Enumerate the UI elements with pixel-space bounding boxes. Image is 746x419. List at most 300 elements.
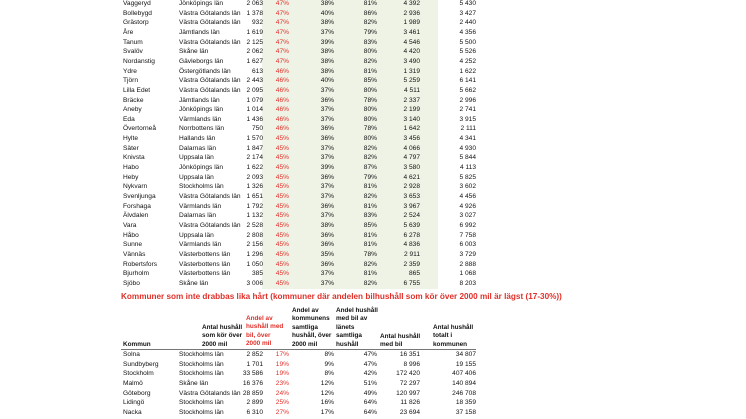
antal-totalt-cell: 4 341	[459, 135, 476, 143]
andel-lan-cell: 80%	[363, 135, 377, 143]
antal-totalt-cell: 5 662	[459, 86, 476, 94]
table-row	[0, 134, 746, 144]
kommun-cell: Vara	[123, 221, 137, 229]
antal-hushall-cell: 6 310	[246, 408, 263, 416]
andel-kommun-cell: 16%	[320, 399, 334, 407]
antal-totalt-cell: 1 622	[459, 67, 476, 75]
andel-lan-cell: 49%	[363, 389, 377, 397]
kommun-cell: Nykvarn	[123, 183, 148, 191]
lan-cell: Jämtlands län	[179, 96, 220, 104]
andel-kommun-cell: 38%	[320, 0, 334, 7]
andel-bil-cell: 45%	[275, 212, 289, 220]
table-row	[0, 0, 746, 9]
lan-cell: Västra Götalands län	[179, 193, 241, 200]
antal-totalt-cell: 3 427	[459, 9, 476, 17]
antal-hushall-cell: 33 586	[242, 370, 263, 378]
antal-hushall-cell: 2 093	[246, 173, 263, 181]
andel-kommun-cell: 38%	[320, 48, 334, 56]
andel-kommun-cell: 36%	[320, 96, 334, 104]
table-row	[0, 202, 746, 212]
antal-totalt-cell: 4 113	[459, 164, 476, 172]
andel-bil-cell: 45%	[275, 202, 289, 210]
kommun-cell: Eda	[123, 115, 135, 123]
andel-bil-cell: 45%	[275, 231, 289, 239]
antal-hushall-cell: 1 651	[246, 193, 263, 200]
antal-bil-cell: 120 997	[396, 389, 420, 397]
lan-cell: Stockholms län	[179, 183, 224, 191]
table-row	[0, 115, 746, 125]
antal-totalt-cell: 4 252	[459, 57, 476, 65]
header-antal-hushall: Antal hushåll som kör över 2000 mil	[202, 324, 243, 348]
andel-lan-cell: 86%	[363, 9, 377, 17]
lan-cell: Västerbottens län	[179, 260, 231, 268]
lan-cell: Norrbottens län	[179, 125, 225, 133]
kommun-cell: Lilla Edet	[123, 86, 151, 94]
header-antal-totalt: Antal hushåll totalt i kommunen	[433, 324, 474, 348]
antal-bil-cell: 4 392	[403, 0, 420, 7]
antal-hushall-cell: 750	[251, 125, 263, 133]
antal-hushall-cell: 1 326	[246, 183, 263, 191]
andel-bil-cell: 46%	[275, 96, 289, 104]
andel-bil-cell: 19%	[275, 370, 289, 378]
table-row	[0, 231, 746, 241]
antal-totalt-cell: 5 844	[459, 154, 476, 162]
antal-bil-cell: 4 066	[403, 144, 420, 152]
antal-hushall-cell: 2 063	[246, 0, 263, 7]
andel-lan-cell: 79%	[363, 173, 377, 181]
andel-lan-cell: 47%	[363, 360, 377, 368]
antal-hushall-cell: 1 701	[246, 360, 263, 368]
table-row	[0, 67, 746, 77]
lan-cell: Jönköpings län	[179, 106, 223, 114]
lan-cell: Stockholms län	[179, 351, 224, 358]
andel-bil-cell: 46%	[275, 86, 289, 94]
antal-totalt-cell: 34 807	[455, 351, 476, 358]
andel-bil-cell: 45%	[275, 193, 289, 200]
table-row	[0, 124, 746, 134]
antal-bil-cell: 4 836	[403, 241, 420, 249]
andel-kommun-cell: 37%	[320, 183, 334, 191]
table-row	[0, 379, 746, 389]
lan-cell: Västra Götalands län	[179, 38, 241, 46]
kommun-cell: Säter	[123, 144, 139, 152]
andel-kommun-cell: 38%	[320, 221, 334, 229]
table-row	[0, 279, 746, 289]
kommun-cell: Göteborg	[123, 389, 151, 397]
antal-hushall-cell: 2 125	[246, 38, 263, 46]
antal-hushall-cell: 1 436	[246, 115, 263, 123]
antal-totalt-cell: 3 602	[459, 183, 476, 191]
lan-cell: Värmlands län	[179, 115, 222, 123]
table-row	[0, 38, 746, 48]
table-row	[0, 9, 746, 19]
andel-bil-cell: 45%	[275, 144, 289, 152]
antal-hushall-cell: 1 132	[246, 212, 263, 220]
lan-cell: Gävleborgs län	[179, 57, 224, 65]
header-kommun: Kommun	[123, 341, 151, 348]
antal-hushall-cell: 28 859	[242, 389, 263, 397]
kommun-cell: Åre	[123, 28, 134, 36]
andel-lan-cell: 47%	[363, 351, 377, 358]
lan-cell: Västra Götalands län	[179, 19, 241, 27]
andel-lan-cell: 83%	[363, 38, 377, 46]
antal-hushall-cell: 932	[251, 19, 263, 27]
antal-bil-cell: 1 642	[403, 125, 420, 133]
antal-hushall-cell: 1 079	[246, 96, 263, 104]
andel-kommun-cell: 38%	[320, 19, 334, 27]
table-row	[0, 408, 746, 418]
andel-lan-cell: 82%	[363, 154, 377, 162]
antal-bil-cell: 4 797	[403, 154, 420, 162]
andel-lan-cell: 78%	[363, 125, 377, 133]
table-row	[0, 47, 746, 57]
andel-kommun-cell: 36%	[320, 173, 334, 181]
andel-bil-cell: 45%	[275, 154, 289, 162]
antal-hushall-cell: 2 062	[246, 48, 263, 56]
kommun-cell: Bjurholm	[123, 270, 150, 278]
andel-bil-cell: 46%	[275, 67, 289, 75]
table-row	[0, 76, 746, 86]
antal-bil-cell: 1 989	[403, 19, 420, 27]
antal-bil-cell: 5 259	[403, 77, 420, 85]
antal-hushall-cell: 1 050	[246, 260, 263, 268]
andel-lan-cell: 85%	[363, 221, 377, 229]
andel-bil-cell: 46%	[275, 115, 289, 123]
table-row	[0, 144, 746, 154]
table-row	[0, 105, 746, 115]
andel-lan-cell: 82%	[363, 57, 377, 65]
lan-cell: Jämtlands län	[179, 28, 220, 36]
table-row	[0, 398, 746, 408]
andel-bil-cell: 47%	[275, 48, 289, 56]
table-row	[0, 182, 746, 192]
antal-totalt-cell: 6 003	[459, 241, 476, 249]
antal-bil-cell: 4 546	[403, 38, 420, 46]
lan-cell: Västerbottens län	[179, 270, 231, 278]
andel-bil-cell: 45%	[275, 270, 289, 278]
antal-bil-cell: 172 420	[396, 370, 420, 378]
kommun-cell: Solna	[123, 351, 140, 358]
andel-kommun-cell: 37%	[320, 270, 334, 278]
header-andel-kommun: Andel av kommunens samtliga hushåll, över 2000 mil	[292, 307, 332, 348]
table-row	[0, 28, 746, 38]
andel-kommun-cell: 36%	[320, 202, 334, 210]
andel-lan-cell: 42%	[363, 370, 377, 378]
section-heading: Kommuner som inte drabbas lika hårt (kommuner där andelen bilhushåll som kör över 2000 mil är lägst (17-30%))	[121, 292, 562, 301]
kommun-cell: Vaggeryd	[123, 0, 151, 7]
antal-totalt-cell: 4 456	[459, 193, 476, 200]
andel-kommun-cell: 38%	[320, 57, 334, 65]
kommun-cell: Habo	[123, 164, 139, 172]
antal-hushall-cell: 2 174	[246, 154, 263, 162]
antal-hushall-cell: 2 899	[246, 399, 263, 407]
andel-kommun-cell: 37%	[320, 106, 334, 114]
table-row	[0, 18, 746, 28]
table-row	[0, 350, 746, 360]
antal-bil-cell: 2 911	[403, 250, 420, 258]
andel-bil-cell: 45%	[275, 260, 289, 268]
andel-lan-cell: 64%	[363, 399, 377, 407]
antal-totalt-cell: 407 406	[452, 370, 476, 378]
andel-bil-cell: 19%	[275, 360, 289, 368]
andel-bil-cell: 17%	[275, 351, 289, 358]
antal-bil-cell: 3 456	[403, 135, 420, 143]
lan-cell: Skåne län	[179, 279, 209, 287]
andel-lan-cell: 80%	[363, 106, 377, 114]
andel-bil-cell: 47%	[275, 38, 289, 46]
andel-kommun-cell: 37%	[320, 86, 334, 94]
header-antal-bil: Antal hushåll med bil	[380, 333, 421, 349]
lan-cell: Stockholms län	[179, 360, 224, 368]
kommun-cell: Knivsta	[123, 154, 145, 162]
andel-kommun-cell: 8%	[324, 370, 334, 378]
antal-hushall-cell: 2 528	[246, 221, 263, 229]
antal-bil-cell: 3 653	[403, 193, 420, 200]
antal-bil-cell: 3 490	[403, 57, 420, 65]
antal-totalt-cell: 37 158	[455, 408, 476, 416]
andel-kommun-cell: 37%	[320, 28, 334, 36]
antal-totalt-cell: 5 500	[459, 38, 476, 46]
andel-bil-cell: 47%	[275, 9, 289, 17]
antal-hushall-cell: 2 095	[246, 86, 263, 94]
andel-lan-cell: 79%	[363, 28, 377, 36]
antal-totalt-cell: 5 825	[459, 173, 476, 181]
antal-bil-cell: 6 755	[403, 279, 420, 287]
kommun-cell: Sunne	[123, 241, 143, 249]
antal-totalt-cell: 6 141	[459, 77, 476, 85]
antal-totalt-cell: 2 741	[459, 106, 476, 114]
antal-hushall-cell: 1 627	[246, 57, 263, 65]
table-row	[0, 369, 746, 379]
table-row	[0, 192, 746, 202]
andel-lan-cell: 51%	[363, 379, 377, 387]
andel-kommun-cell: 8%	[324, 351, 334, 358]
lan-cell: Värmlands län	[179, 241, 222, 249]
kommun-cell: Svalöv	[123, 48, 143, 56]
andel-lan-cell: 80%	[363, 86, 377, 94]
andel-kommun-cell: 37%	[320, 115, 334, 123]
antal-bil-cell: 72 297	[399, 379, 420, 387]
table-row	[0, 260, 746, 270]
antal-bil-cell: 4 420	[403, 48, 420, 56]
kommun-cell: Robertsfors	[123, 260, 158, 268]
header-andel-lan: Andel hushåll med bil av länets samtliga hushåll	[336, 307, 378, 348]
kommun-cell: Vännäs	[123, 250, 146, 258]
antal-totalt-cell: 4 356	[459, 28, 476, 36]
andel-kommun-cell: 37%	[320, 193, 334, 200]
antal-totalt-cell: 5 526	[459, 48, 476, 56]
table-row	[0, 269, 746, 279]
antal-hushall-cell: 2 852	[246, 351, 263, 358]
antal-totalt-cell: 5 430	[459, 0, 476, 7]
kommun-cell: Lidingö	[123, 399, 145, 407]
table-row	[0, 221, 746, 231]
kommun-cell: Övertorneå	[123, 125, 156, 133]
andel-lan-cell: 81%	[363, 241, 377, 249]
table-row	[0, 57, 746, 67]
andel-bil-cell: 45%	[275, 241, 289, 249]
antal-totalt-cell: 246 708	[452, 389, 476, 397]
antal-totalt-cell: 6 992	[459, 221, 476, 229]
kommun-cell: Nordanstig	[123, 57, 155, 65]
andel-lan-cell: 81%	[363, 270, 377, 278]
antal-hushall-cell: 16 376	[242, 379, 263, 387]
antal-totalt-cell: 1 068	[459, 270, 476, 278]
lan-cell: Jönköpings län	[179, 164, 223, 172]
lan-cell: Västra Götalands län	[179, 389, 241, 397]
kommun-cell: Forshaga	[123, 202, 151, 210]
lan-cell: Uppsala län	[179, 154, 214, 162]
andel-kommun-cell: 40%	[320, 77, 334, 85]
andel-lan-cell: 81%	[363, 67, 377, 75]
andel-kommun-cell: 37%	[320, 279, 334, 287]
kommun-cell: Aneby	[123, 106, 142, 114]
antal-totalt-cell: 7 758	[459, 231, 476, 239]
andel-kommun-cell: 37%	[320, 144, 334, 152]
antal-totalt-cell: 3 915	[459, 115, 476, 123]
antal-bil-cell: 2 359	[403, 260, 420, 268]
lan-cell: Dalarnas län	[179, 212, 217, 220]
andel-bil-cell: 45%	[275, 221, 289, 229]
table-row	[0, 250, 746, 260]
andel-bil-cell: 45%	[275, 135, 289, 143]
andel-bil-cell: 47%	[275, 28, 289, 36]
kommun-cell: Tanum	[123, 38, 143, 46]
antal-bil-cell: 6 278	[403, 231, 420, 239]
andel-bil-cell: 47%	[275, 19, 289, 27]
antal-hushall-cell: 613	[251, 67, 263, 75]
andel-kommun-cell: 36%	[320, 260, 334, 268]
antal-bil-cell: 3 967	[403, 202, 420, 210]
andel-lan-cell: 80%	[363, 115, 377, 123]
kommun-cell: Malmö	[123, 379, 143, 387]
kommun-cell: Grästorp	[123, 19, 149, 27]
kommun-cell: Ydre	[123, 67, 137, 75]
antal-bil-cell: 2 337	[403, 96, 420, 104]
antal-totalt-cell: 4 930	[459, 144, 476, 152]
andel-bil-cell: 47%	[275, 0, 289, 7]
lan-cell: Hallands län	[179, 135, 216, 143]
table-row	[0, 211, 746, 221]
kommun-cell: Sundbyberg	[123, 360, 159, 368]
antal-bil-cell: 4 511	[403, 86, 420, 94]
table-row	[0, 240, 746, 250]
andel-bil-cell: 46%	[275, 77, 289, 85]
antal-totalt-cell: 140 894	[452, 379, 476, 387]
kommun-cell: Nacka	[123, 408, 142, 416]
antal-totalt-cell: 2 996	[459, 96, 476, 104]
andel-kommun-cell: 36%	[320, 231, 334, 239]
lan-cell: Stockholms län	[179, 370, 224, 378]
andel-kommun-cell: 12%	[320, 389, 334, 397]
antal-hushall-cell: 1 792	[246, 202, 263, 210]
kommun-cell: Älvdalen	[123, 212, 149, 220]
andel-bil-cell: 47%	[275, 57, 289, 65]
lan-cell: Västra Götalands län	[179, 77, 241, 85]
andel-lan-cell: 82%	[363, 193, 377, 200]
kommun-cell: Bräcke	[123, 96, 144, 104]
antal-totalt-cell: 4 926	[459, 202, 476, 210]
antal-bil-cell: 2 928	[403, 183, 420, 191]
andel-kommun-cell: 36%	[320, 125, 334, 133]
antal-bil-cell: 5 639	[403, 221, 420, 229]
andel-kommun-cell: 36%	[320, 135, 334, 143]
kommun-cell: Heby	[123, 173, 139, 181]
andel-lan-cell: 81%	[363, 183, 377, 191]
antal-totalt-cell: 18 359	[455, 399, 476, 407]
andel-bil-cell: 45%	[275, 279, 289, 287]
table-row	[0, 96, 746, 106]
andel-lan-cell: 82%	[363, 144, 377, 152]
andel-bil-cell: 45%	[275, 164, 289, 172]
antal-hushall-cell: 2 443	[246, 77, 263, 85]
antal-totalt-cell: 3 729	[459, 250, 476, 258]
lan-cell: Uppsala län	[179, 231, 214, 239]
kommun-cell: Håbo	[123, 231, 139, 239]
andel-kommun-cell: 38%	[320, 67, 334, 75]
kommun-cell: Tjörn	[123, 77, 139, 85]
andel-bil-cell: 25%	[275, 399, 289, 407]
andel-lan-cell: 82%	[363, 19, 377, 27]
antal-hushall-cell: 385	[251, 270, 263, 278]
lan-cell: Uppsala län	[179, 173, 214, 181]
antal-bil-cell: 1 319	[403, 67, 420, 75]
kommun-cell: Sjöbo	[123, 279, 140, 287]
antal-hushall-cell: 1 570	[246, 135, 263, 143]
kommun-cell: Stockholm	[123, 370, 154, 378]
table-row	[0, 163, 746, 173]
antal-bil-cell: 8 996	[403, 360, 420, 368]
antal-bil-cell: 11 826	[400, 399, 420, 407]
andel-lan-cell: 81%	[363, 202, 377, 210]
lan-cell: Stockholms län	[179, 399, 224, 407]
table-row	[0, 153, 746, 163]
antal-bil-cell: 2 936	[403, 9, 420, 17]
andel-bil-cell: 24%	[275, 389, 289, 397]
table-row	[0, 389, 746, 399]
lan-cell: Östergötlands län	[179, 67, 231, 75]
lan-cell: Västerbottens län	[179, 250, 231, 258]
antal-hushall-cell: 1 014	[246, 106, 263, 114]
lan-cell: Dalarnas län	[179, 144, 217, 152]
lan-cell: Västra Götalands län	[179, 221, 241, 229]
andel-kommun-cell: 17%	[320, 408, 334, 416]
lan-cell: Västra Götalands län	[179, 86, 241, 94]
lan-cell: Skåne län	[179, 379, 209, 387]
lan-cell: Jönköpings län	[179, 0, 223, 7]
lan-cell: Skåne län	[179, 48, 209, 56]
antal-bil-cell: 16 351	[399, 351, 420, 358]
andel-lan-cell: 82%	[363, 260, 377, 268]
andel-kommun-cell: 35%	[320, 250, 334, 258]
lan-cell: Stockholms län	[179, 408, 224, 416]
andel-lan-cell: 87%	[363, 164, 377, 172]
lan-cell: Värmlands län	[179, 202, 222, 210]
antal-hushall-cell: 1 296	[246, 250, 263, 258]
antal-totalt-cell: 8 203	[459, 279, 476, 287]
andel-lan-cell: 78%	[363, 250, 377, 258]
antal-totalt-cell: 3 027	[459, 212, 476, 220]
andel-lan-cell: 82%	[363, 279, 377, 287]
antal-bil-cell: 865	[408, 270, 420, 278]
header-andel-bil: Andel av hushåll med bil, över 2000 mil	[246, 315, 284, 348]
andel-bil-cell: 27%	[275, 408, 289, 416]
antal-bil-cell: 3 461	[403, 28, 420, 36]
antal-bil-cell: 4 621	[403, 173, 420, 181]
antal-totalt-cell: 2 888	[459, 260, 476, 268]
andel-kommun-cell: 39%	[320, 38, 334, 46]
antal-hushall-cell: 1 847	[246, 144, 263, 152]
